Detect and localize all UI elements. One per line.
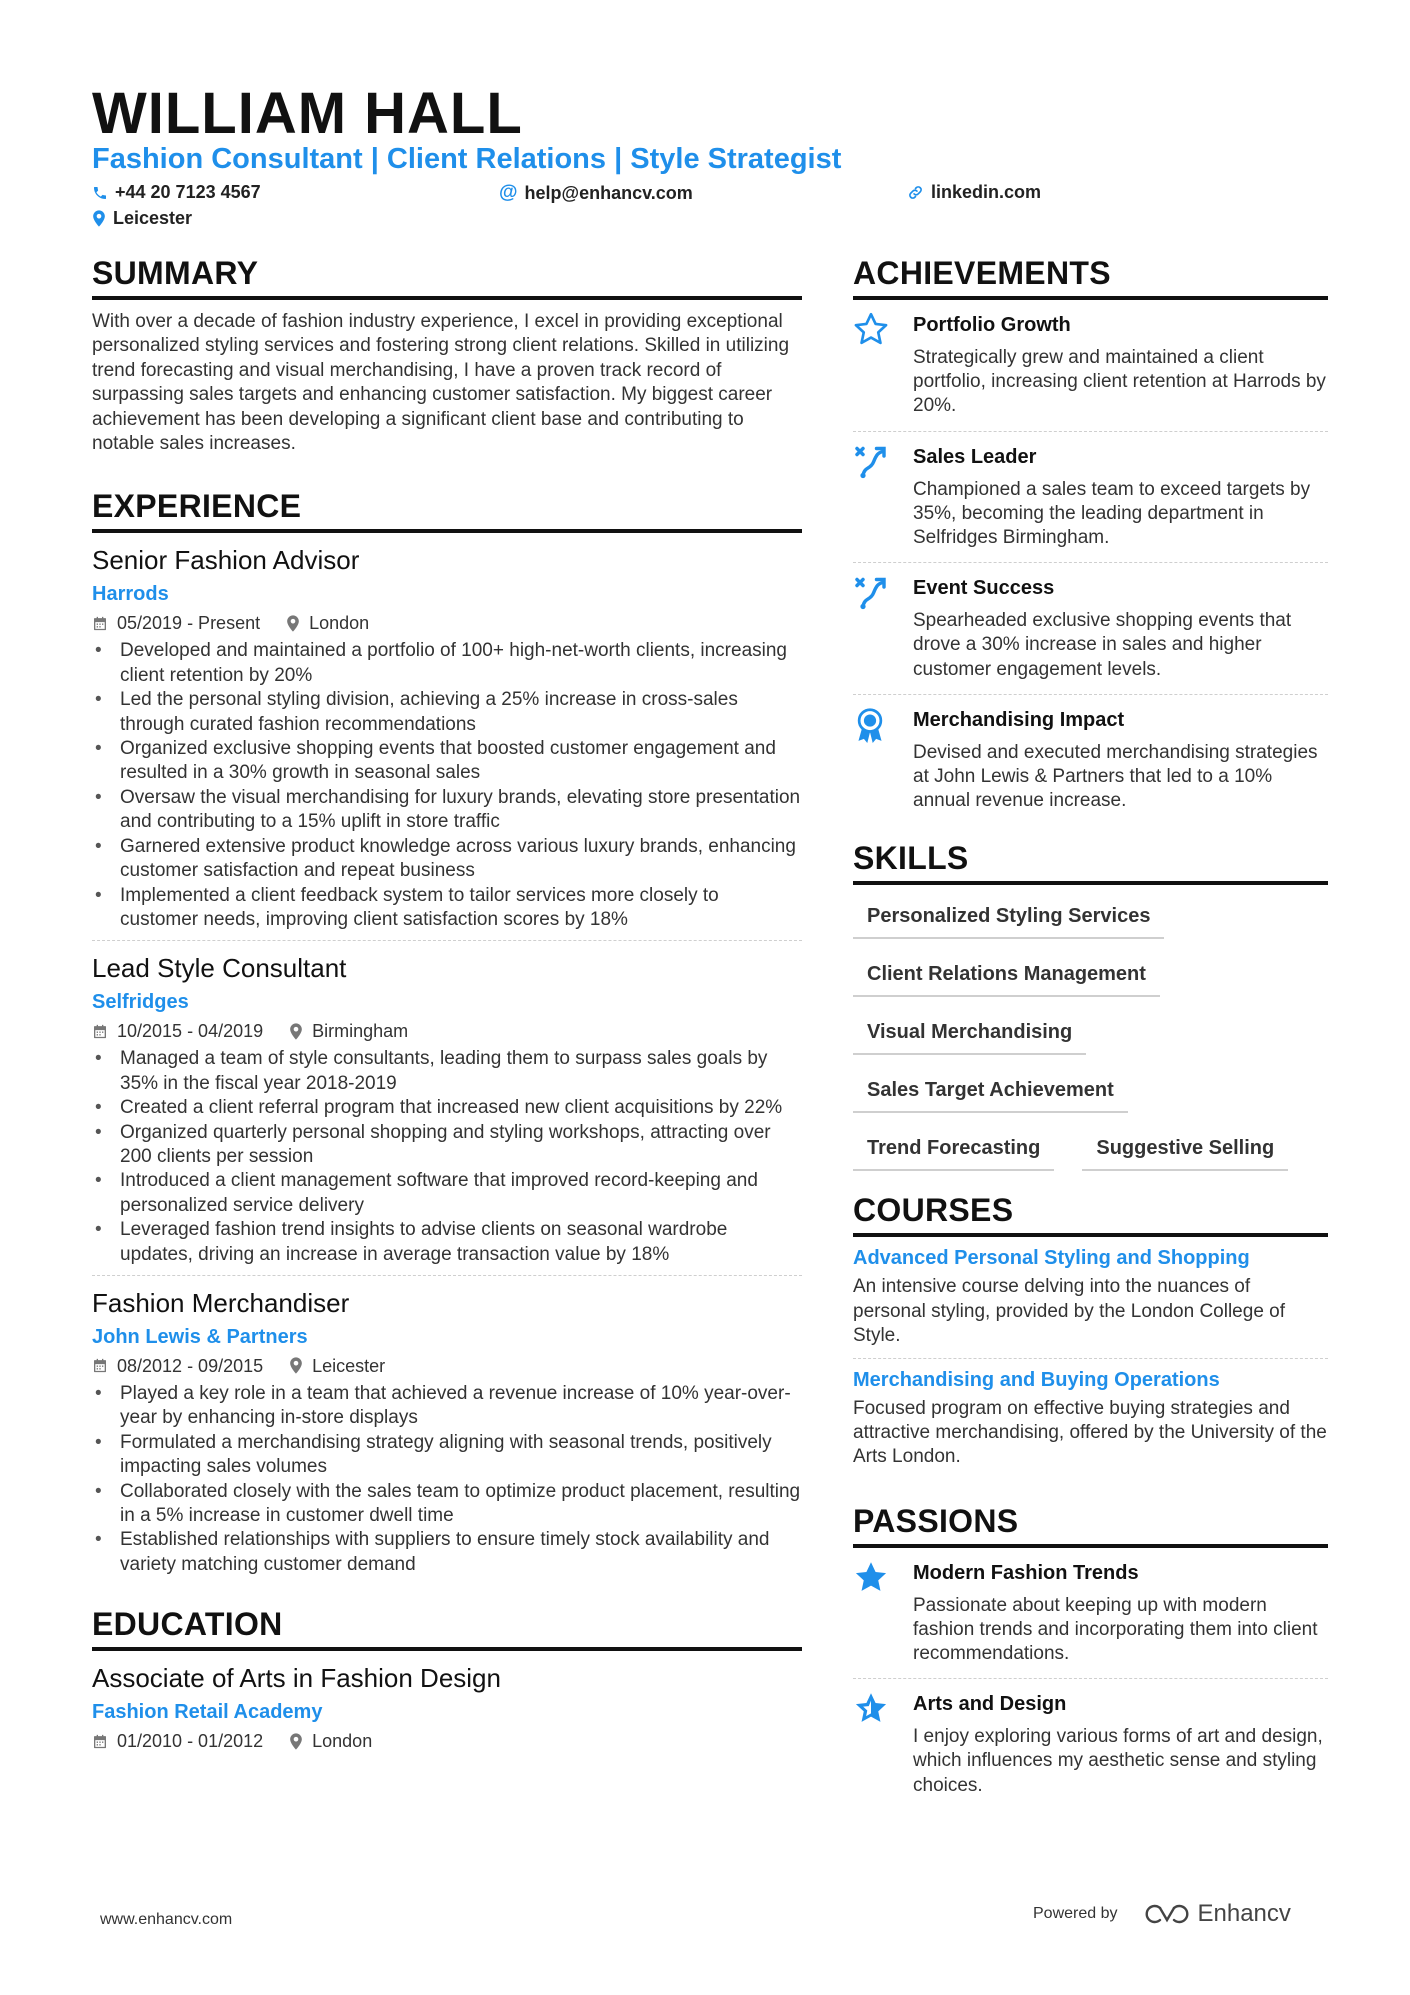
location-text: Leicester <box>113 208 193 228</box>
job-title: Senior Fashion Advisor <box>92 545 360 576</box>
job-bullets <box>92 639 802 932</box>
star-outline-icon <box>853 312 913 419</box>
job-dates-text: 10/2015 - 04/2019 <box>117 1021 264 1042</box>
brand-logo[interactable] <box>1144 1900 1291 1928</box>
bullet-item: • Established relationships with suppliers to ensure timely stock availability and variety matching customer demand <box>92 1528 802 1577</box>
course-title: Advanced Personal Styling and Shopping <box>853 1247 1250 1270</box>
job-location-text: Birmingham <box>312 1021 409 1042</box>
course-item <box>853 1359 1328 1480</box>
calendar-icon <box>92 1023 108 1040</box>
strategy-path-icon <box>853 444 913 551</box>
job-entry <box>92 951 802 1276</box>
calendar-icon <box>92 1733 108 1750</box>
calendar-icon <box>92 615 108 632</box>
job-meta <box>92 1354 802 1378</box>
map-pin-icon <box>289 1733 303 1750</box>
job-location-text: Leicester <box>312 1355 386 1376</box>
award-ribbon-icon <box>853 707 913 814</box>
job-dates <box>92 1354 263 1378</box>
skills-list <box>853 895 1328 1185</box>
strategy-path-icon <box>853 575 913 682</box>
summary-heading: SUMMARY <box>92 254 802 300</box>
job-meta <box>92 611 802 635</box>
contact-linkedin[interactable] <box>907 182 1041 203</box>
bullet-item: • Led the personal styling division, achieving a 25% increase in cross-sales through curated fashion recommendations <box>92 688 802 737</box>
bullet-item: • Managed a team of style consultants, leading them to surpass sales goals by 35% in the fiscal year 2018-2019 <box>92 1047 802 1096</box>
courses-heading: COURSES <box>853 1191 1328 1237</box>
job-location-text: London <box>309 613 370 634</box>
candidate-name: WILLIAM HALL <box>92 81 523 146</box>
bullet-item: • Oversaw the visual merchandising for luxury brands, elevating store presentation and contributing to a 15% uplift in store traffic <box>92 786 802 835</box>
bullet-item: • Played a key role in a team that achieved a revenue increase of 10% year-over-year by enhancing in-store displays <box>92 1382 802 1431</box>
education-dates-text: 01/2010 - 01/2012 <box>117 1731 264 1752</box>
skills-section <box>853 839 1328 1185</box>
brand-name: Enhancv <box>1197 1900 1291 1927</box>
linkedin-text[interactable]: linkedin.com <box>931 182 1042 202</box>
phone-text: +44 20 7123 4567 <box>115 182 261 202</box>
job-bullets <box>92 1047 802 1267</box>
experience-section <box>92 487 802 1585</box>
achievements-section <box>853 254 1328 825</box>
passion-item <box>853 1679 1328 1810</box>
passion-title: Arts and Design <box>913 1693 1067 1716</box>
skills-heading: SKILLS <box>853 839 1328 885</box>
email-text[interactable]: help@enhancv.com <box>524 182 693 203</box>
courses-section <box>853 1191 1328 1479</box>
skill-tag: Personalized Styling Services <box>853 895 1164 939</box>
education-dates <box>92 1729 263 1753</box>
bullet-item: • Collaborated closely with the sales team to optimize product placement, resulting in a 5% increase in customer dwell time <box>92 1480 802 1529</box>
right-column <box>853 254 1328 1810</box>
passions-heading: PASSIONS <box>853 1502 1328 1548</box>
company-name: Harrods <box>92 583 169 606</box>
footer-website[interactable]: www.enhancv.com <box>100 1911 233 1928</box>
job-location <box>289 1354 385 1378</box>
education-heading: EDUCATION <box>92 1605 802 1651</box>
map-pin-icon <box>289 1023 303 1040</box>
job-dates-text: 05/2019 - Present <box>117 613 261 634</box>
skill-tag: Trend Forecasting <box>853 1127 1054 1171</box>
skill-tag: Client Relations Management <box>853 953 1160 997</box>
job-location <box>289 1019 408 1043</box>
bullet-item: • Introduced a client management software that improved record-keeping and personalized service delivery <box>92 1169 802 1218</box>
skill-tag: Suggestive Selling <box>1082 1127 1288 1171</box>
bullet-item: • Organized exclusive shopping events that boosted customer engagement and resulted in a 30% growth in seasonal sales <box>92 737 802 786</box>
course-item <box>853 1237 1328 1359</box>
summary-text: With over a decade of fashion industry experience, I excel in providing exceptional personalized styling services and fostering strong client relations. Skilled in utilizing trend forecasting and visual merchandising, I have a proven track record of surpassing sales targets and enhancing customer satisfaction. My biggest career achievement has been developing a significant client base and contributing to notable sales increases. <box>92 311 790 455</box>
achievement-title: Portfolio Growth <box>913 314 1071 336</box>
passion-text: I enjoy exploring various forms of art and design, which influences my aesthetic sense and styling choices. <box>913 1726 1323 1796</box>
job-dates-text: 08/2012 - 09/2015 <box>117 1355 264 1376</box>
achievement-title: Merchandising Impact <box>913 708 1125 731</box>
school-name: Fashion Retail Academy <box>92 1701 323 1724</box>
achievement-item <box>853 300 1328 432</box>
achievement-item <box>853 563 1328 695</box>
passion-text: Passionate about keeping up with modern fashion trends and incorporating them into client recommendations. <box>913 1594 1318 1665</box>
at-icon: @ <box>499 182 518 203</box>
experience-heading: EXPERIENCE <box>92 487 802 533</box>
candidate-title: Fashion Consultant | Client Relations | Style Strategist <box>92 143 842 175</box>
job-location <box>286 611 369 635</box>
education-meta <box>92 1729 802 1753</box>
bullet-item: • Garnered extensive product knowledge across various luxury brands, enhancing customer satisfaction and repeat business <box>92 835 802 884</box>
passions-section <box>853 1502 1328 1810</box>
course-text: Focused program on effective buying strategies and attractive merchandising, offered by the University of the Arts London. <box>853 1398 1327 1468</box>
achievement-text: Championed a sales team to exceed targets by 35%, becoming the leading department in Selfridges Birmingham. <box>913 478 1311 549</box>
job-entry <box>92 1286 802 1585</box>
skill-tag: Sales Target Achievement <box>853 1069 1128 1113</box>
skill-tag: Visual Merchandising <box>853 1011 1086 1055</box>
company-name: Selfridges <box>92 991 189 1014</box>
job-entry <box>92 543 802 941</box>
job-title: Lead Style Consultant <box>92 953 347 984</box>
achievement-text: Strategically grew and maintained a client portfolio, increasing client retention at Harrods by 20%. <box>913 347 1326 417</box>
map-pin-icon <box>289 1357 303 1374</box>
calendar-icon <box>92 1357 108 1374</box>
course-title: Merchandising and Buying Operations <box>853 1369 1220 1392</box>
contact-email[interactable] <box>499 182 693 204</box>
contact-location <box>92 208 192 229</box>
passion-title: Modern Fashion Trends <box>913 1561 1139 1584</box>
passion-item <box>853 1548 1328 1680</box>
bullet-item: • Formulated a merchandising strategy aligning with seasonal trends, positively impacting sales volumes <box>92 1431 802 1480</box>
star-filled-icon <box>853 1560 913 1667</box>
achievement-item <box>853 695 1328 826</box>
education-location-text: London <box>312 1731 373 1752</box>
footer-branding <box>1033 1900 1291 1928</box>
star-half-icon <box>853 1691 913 1798</box>
achievement-text: Spearheaded exclusive shopping events that drove a 30% increase in sales and higher customer engagement levels. <box>913 610 1292 680</box>
achievement-title: Sales Leader <box>913 445 1037 468</box>
achievement-text: Devised and executed merchandising strategies at John Lewis & Partners that led to a 10% annual revenue increase. <box>913 741 1318 812</box>
education-section <box>92 1605 802 1753</box>
map-pin-icon <box>92 210 106 227</box>
education-location <box>289 1729 372 1753</box>
bullet-item: • Developed and maintained a portfolio of 100+ high-net-worth clients, increasing client retention by 20% <box>92 639 802 688</box>
degree-title: Associate of Arts in Fashion Design <box>92 1663 501 1694</box>
bullet-item: • Created a client referral program that increased new client acquisitions by 22% <box>92 1096 802 1120</box>
powered-by-text: Powered by <box>1033 1905 1118 1922</box>
enhancv-logo-icon <box>1144 1902 1190 1926</box>
phone-icon <box>92 185 108 201</box>
job-dates <box>92 611 260 635</box>
job-meta <box>92 1019 802 1043</box>
company-name: John Lewis & Partners <box>92 1325 308 1348</box>
link-icon <box>907 184 924 201</box>
course-text: An intensive course delving into the nuances of personal styling, provided by the London College of Style. <box>853 1276 1286 1346</box>
contact-phone <box>92 182 261 203</box>
summary-section <box>92 254 802 456</box>
job-dates <box>92 1019 263 1043</box>
job-title: Fashion Merchandiser <box>92 1287 350 1318</box>
job-bullets <box>92 1382 802 1577</box>
bullet-item: • Leveraged fashion trend insights to advise clients on seasonal wardrobe updates, driving an increase in average transaction value by 18% <box>92 1218 802 1267</box>
left-column <box>92 254 802 1753</box>
achievement-title: Event Success <box>913 577 1055 600</box>
achievement-item <box>853 432 1328 564</box>
bullet-item: • Organized quarterly personal shopping and styling workshops, attracting over 200 clients per session <box>92 1121 802 1170</box>
achievements-heading: ACHIEVEMENTS <box>853 254 1328 300</box>
bullet-item: • Implemented a client feedback system to tailor services more closely to customer needs, improving client satisfaction scores by 18% <box>92 884 802 933</box>
map-pin-icon <box>286 615 300 632</box>
